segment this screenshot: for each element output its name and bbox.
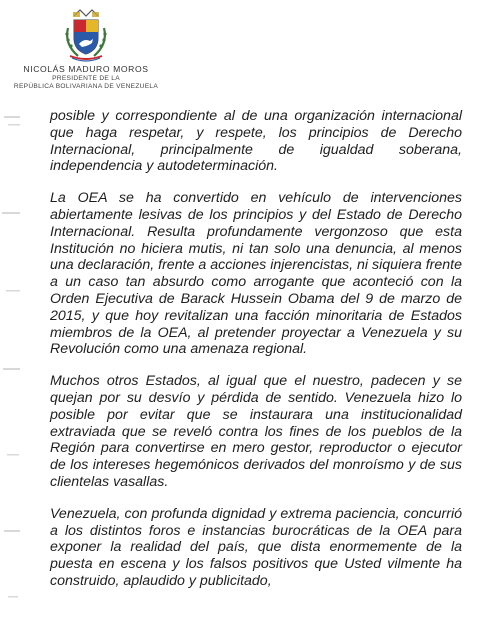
letter-body — [50, 108, 462, 605]
paragraph-3: Muchos otros Estados, al igual que el nuestro, padecen y se quejan por su desvío y pérdida de sentido. Venezuela hizo lo posible por evitar que se instaurara una institucionalidad extraviada que se reveló contra los fines de los pueblos de la Región para convertirse en mero gestor, reproductor o ejecutor de los intereses hegemónicos derivados del monroísmo y de sus clientelas vasallas. — [50, 373, 462, 490]
sender-title — [0, 75, 172, 92]
sender-title-line-2: REPÚBLICA BOLIVARIANA DE VENEZUELA — [13, 83, 159, 91]
sender-title-line-1: PRESIDENTE DE LA — [52, 75, 120, 82]
sender-name: NICOLÁS MADURO MOROS — [23, 64, 149, 74]
paragraph-2: La OEA se ha convertido en vehículo de intervenciones abiertamente lesivas de los principios y del Estado de Derecho Internacional. Resulta profundamente vergonzoso que esta Institución no hiciera mutis, ni tan solo una denuncia, al menos una declaración, frente a acciones injerencistas, ni siquiera frente a un caso tan absurdo como arrogante que aconteció con la Orden Ejecutiva de Barack Hussein Obama del 9 de marzo de 2015, y que hoy revitalizan una facción minoritaria de Estados miembros de la OEA, al pretender proyectar a Venezuela y su Revolución como una amenaza regional. — [50, 190, 462, 358]
scan-margin-marks — [0, 100, 40, 620]
coat-of-arms-icon — [60, 6, 112, 62]
paragraph-4: Venezuela, con profunda dignidad y extrema paciencia, concurrió a los distintos foros e instancias burocráticas de la OEA para exponer la realidad del país, que dista enormemente de la puesta en escena y los falsos positivos que Usted vilmente ha construido, aplaudido y publicitado, — [50, 505, 462, 589]
paragraph-1: posible y correspondiente al de una organización internacional que haga respetar, y respete, los principios de Derecho Internacional, principalmente de igualdad soberana, independencia y autodeterminación. — [50, 108, 462, 175]
